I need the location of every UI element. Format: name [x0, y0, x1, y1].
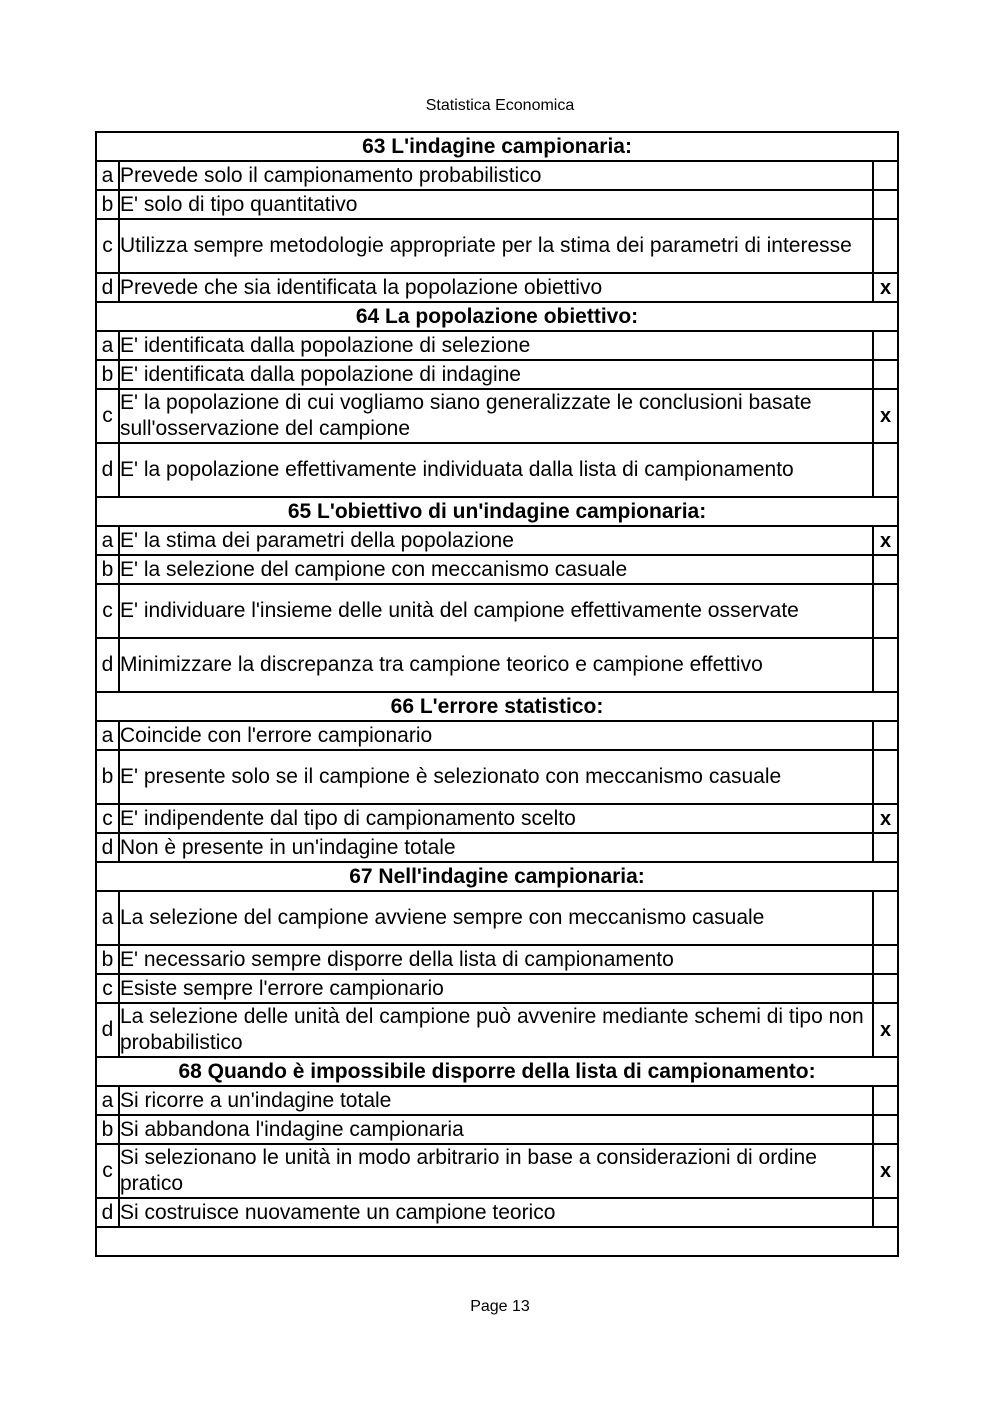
answer-mark: [873, 360, 898, 389]
question-title: 65 L'obiettivo di un'indagine campionaria:: [96, 497, 898, 526]
answer-text: E' individuare l'insieme delle unità del campione effettivamente osservate: [119, 584, 873, 638]
question-title: 66 L'errore statistico:: [96, 692, 898, 721]
answer-row: [96, 443, 898, 497]
page-number: Page 13: [470, 1298, 530, 1315]
answer-letter: c: [96, 804, 119, 833]
answer-text: Prevede che sia identificata la popolazione obiettivo: [119, 273, 873, 302]
answer-text: Si selezionano le unità in modo arbitrario in base a considerazioni di ordine pratico: [119, 1144, 873, 1198]
answer-row: [96, 584, 898, 638]
answer-row: [96, 974, 898, 1003]
question-title: 68 Quando è impossibile disporre della lista di campionamento:: [96, 1057, 898, 1086]
answer-letter: b: [96, 945, 119, 974]
answer-text: E' identificata dalla popolazione di indagine: [119, 360, 873, 389]
answer-mark: [873, 721, 898, 750]
answer-row: [96, 526, 898, 555]
answer-mark: [873, 945, 898, 974]
answer-letter: c: [96, 219, 119, 273]
answer-mark: x: [873, 1003, 898, 1057]
answer-row: [96, 721, 898, 750]
answer-row: [96, 273, 898, 302]
answer-text: E' presente solo se il campione è selezionato con meccanismo casuale: [119, 750, 873, 804]
answer-row: [96, 1144, 898, 1198]
answer-row: [96, 389, 898, 443]
question-row: [96, 692, 898, 721]
answer-text: Si abbandona l'indagine campionaria: [119, 1115, 873, 1144]
answer-row: [96, 1198, 898, 1227]
answer-mark: x: [873, 526, 898, 555]
answer-mark: [873, 1198, 898, 1227]
answer-letter: d: [96, 1198, 119, 1227]
answer-row: [96, 190, 898, 219]
quiz-table: [95, 131, 899, 1257]
answer-mark: x: [873, 273, 898, 302]
answer-text: Si ricorre a un'indagine totale: [119, 1086, 873, 1115]
answer-row: [96, 804, 898, 833]
answer-mark: [873, 443, 898, 497]
answer-text: Utilizza sempre metodologie appropriate per la stima dei parametri di interesse: [119, 219, 873, 273]
answer-mark: [873, 584, 898, 638]
answer-text: E' la stima dei parametri della popolazione: [119, 526, 873, 555]
answer-mark: [873, 638, 898, 692]
answer-row: [96, 331, 898, 360]
answer-letter: a: [96, 721, 119, 750]
answer-text: Non è presente in un'indagine totale: [119, 833, 873, 862]
answer-mark: [873, 555, 898, 584]
answer-mark: [873, 190, 898, 219]
answer-letter: c: [96, 389, 119, 443]
answer-text: Coincide con l'errore campionario: [119, 721, 873, 750]
answer-mark: [873, 1115, 898, 1144]
answer-letter: c: [96, 974, 119, 1003]
answer-letter: b: [96, 360, 119, 389]
question-row: [96, 862, 898, 891]
answer-row: [96, 219, 898, 273]
answer-letter: b: [96, 750, 119, 804]
question-row: [96, 497, 898, 526]
empty-row: [96, 1227, 898, 1256]
answer-row: [96, 638, 898, 692]
answer-text: Minimizzare la discrepanza tra campione teorico e campione effettivo: [119, 638, 873, 692]
answer-text: E' la popolazione di cui vogliamo siano generalizzate le conclusioni basate sull'osservazione del campione: [119, 389, 873, 443]
question-row: [96, 132, 898, 161]
answer-text: E' la selezione del campione con meccanismo casuale: [119, 555, 873, 584]
question-title: 67 Nell'indagine campionaria:: [96, 862, 898, 891]
answer-letter: d: [96, 638, 119, 692]
answer-mark: [873, 331, 898, 360]
answer-row: [96, 945, 898, 974]
answer-row: [96, 750, 898, 804]
answer-letter: c: [96, 1144, 119, 1198]
answer-letter: d: [96, 1003, 119, 1057]
answer-text: Esiste sempre l'errore campionario: [119, 974, 873, 1003]
answer-letter: b: [96, 190, 119, 219]
answer-letter: d: [96, 833, 119, 862]
answer-text: E' identificata dalla popolazione di selezione: [119, 331, 873, 360]
question-row: [96, 1057, 898, 1086]
page-header: Statistica Economica: [425, 97, 575, 114]
answer-row: [96, 161, 898, 190]
answer-mark: [873, 891, 898, 945]
answer-row: [96, 555, 898, 584]
answer-text: Prevede solo il campionamento probabilistico: [119, 161, 873, 190]
answer-letter: a: [96, 161, 119, 190]
answer-letter: a: [96, 1086, 119, 1115]
answer-mark: [873, 1086, 898, 1115]
answer-mark: [873, 974, 898, 1003]
answer-text: E' solo di tipo quantitativo: [119, 190, 873, 219]
question-title: 64 La popolazione obiettivo:: [96, 302, 898, 331]
answer-row: [96, 1086, 898, 1115]
answer-letter: d: [96, 273, 119, 302]
answer-letter: b: [96, 555, 119, 584]
answer-mark: [873, 161, 898, 190]
answer-text: E' indipendente dal tipo di campionamento scelto: [119, 804, 873, 833]
empty-cell: [96, 1227, 898, 1256]
answer-letter: a: [96, 526, 119, 555]
answer-text: La selezione delle unità del campione può avvenire mediante schemi di tipo non probabilistico: [119, 1003, 873, 1057]
answer-mark: [873, 219, 898, 273]
answer-text: La selezione del campione avviene sempre con meccanismo casuale: [119, 891, 873, 945]
answer-mark: x: [873, 1144, 898, 1198]
answer-text: E' la popolazione effettivamente individuata dalla lista di campionamento: [119, 443, 873, 497]
answer-mark: [873, 750, 898, 804]
answer-letter: d: [96, 443, 119, 497]
answer-letter: a: [96, 891, 119, 945]
answer-row: [96, 833, 898, 862]
question-title: 63 L'indagine campionaria:: [96, 132, 898, 161]
answer-text: E' necessario sempre disporre della lista di campionamento: [119, 945, 873, 974]
answer-row: [96, 360, 898, 389]
answer-mark: x: [873, 389, 898, 443]
answer-letter: a: [96, 331, 119, 360]
answer-text: Si costruisce nuovamente un campione teorico: [119, 1198, 873, 1227]
question-row: [96, 302, 898, 331]
answer-mark: x: [873, 804, 898, 833]
answer-mark: [873, 833, 898, 862]
answer-letter: c: [96, 584, 119, 638]
answer-row: [96, 891, 898, 945]
answer-row: [96, 1003, 898, 1057]
answer-letter: b: [96, 1115, 119, 1144]
answer-row: [96, 1115, 898, 1144]
